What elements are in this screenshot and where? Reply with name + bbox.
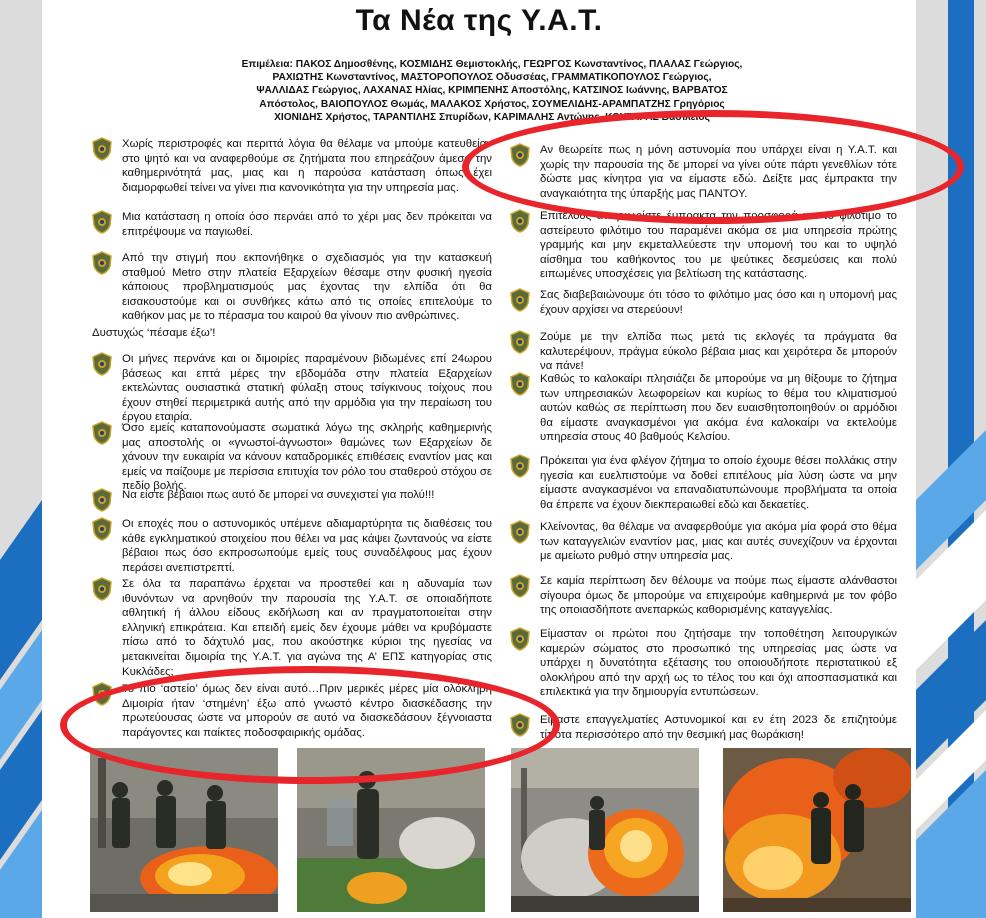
paragraph bbox=[510, 209, 897, 282]
credits-line: ΨΑΛΛΙΔΑΣ Γεώργιος, ΛΑΧΑΝΑΣ Ηλίας, ΚΡΙΜΠΕΝΗΣ Αποστόλης, ΚΑΤΣΙΝΟΣ Ιωάννης, ΒΑΡΒΑΤΟΣ bbox=[256, 85, 728, 97]
editorial-credits bbox=[222, 58, 762, 124]
police-badge-icon bbox=[92, 421, 112, 445]
riot-police-fire-photo-3 bbox=[511, 748, 699, 912]
paragraph bbox=[510, 372, 897, 445]
paragraph bbox=[510, 288, 897, 317]
police-badge-icon bbox=[510, 143, 530, 167]
police-badge-icon bbox=[510, 372, 530, 396]
credits-line: ΧΙΟΝΙΔΗΣ Χρήστος, ΤΑΡΑΝΤΙΛΗΣ Σπυρίδων, ΚΑΡΙΜΑΛΗΣ Αντώνης, ΚΟΥΤΑΡΑΣ Βασίλειος bbox=[274, 111, 710, 123]
paragraph bbox=[92, 577, 492, 679]
police-badge-icon bbox=[510, 520, 530, 544]
riot-police-fire-photo-2 bbox=[297, 748, 485, 912]
right-decorative-stripes bbox=[916, 0, 986, 918]
police-badge-icon bbox=[510, 627, 530, 651]
police-badge-icon bbox=[510, 454, 530, 478]
paragraph-text: Σε καμία περίπτωση δεν θέλουμε να πούμε πως είμαστε αλάνθαστοι σίγουρα όμως δε μπορούμε να επιχειρούμε καθημερινά με τον φόβο της οποιασδήποτε ανεπαρκώς καθορισμένης καταγγελίας. bbox=[540, 575, 897, 617]
paragraph-text: Χωρίς περιστροφές και περιττά λόγια θα θέλαμε να μπούμε κατευθείαν στο ψητό και να αναφερθούμε σε ζητήματα που επηρεάζουν άμεσα την καθημερινότητά μας, μιας και η παρούσα κατάσταση όπως έχει διαμορφωθεί τείνει να γίνει πια κανονικότητα για την υπηρεσία μας. bbox=[122, 138, 492, 194]
paragraph-text: Επιτέλους αναγνωρίστε έμπρακτα την προσφορά και το φιλότιμο το αστείρευτο φιλότιμο του παραμένει ακόμα σε μια υπηρεσία πρώτης γραμμής και μην εκμεταλλεύεστε την υπομονή του και το υψηλό αίσθημα του καθήκοντος του με ψεύτικες δεσμεύσεις και πολύ ειπωμένες υποσχέσεις για βελτίωση της κατάστασης. bbox=[540, 210, 897, 281]
paragraph-text: Από την στιγμή που εκπονήθηκε ο σχεδιασμός για την κατασκευή σταθμού Metro στην πλατεία Εξαρχείων θέσαμε στην φυσική ηγεσία κάποιους προβληματισμούς μας έχοντας την ελπίδα ότι θα εισακουστούμε και οι συνθήκες κάτω από τις οποίες επιτελούμε το καθήκον μας με το πέρασμα του καιρού θα γίνουν πιο ανθρώπινες. bbox=[122, 252, 492, 323]
police-badge-icon bbox=[92, 352, 112, 376]
paragraph bbox=[92, 352, 492, 425]
paragraph-text: Οι εποχές που ο αστυνομικός υπέμενε αδιαμαρτύρητα τις διαθέσεις του κάθε εγκληματικού στοιχείου που θέλει να μας κάψει ζωντανούς να είστε βέβαιοι πως όσο εκπροσωπούμε εμείς τους συναδέλφους μας έχουν περάσει ανεπιστρεπτί. bbox=[122, 518, 492, 574]
police-badge-icon bbox=[510, 713, 530, 737]
paragraph bbox=[510, 627, 897, 700]
paragraph bbox=[92, 137, 492, 195]
riot-police-fire-photo-4 bbox=[723, 748, 911, 912]
police-badge-icon bbox=[92, 577, 112, 601]
paragraph-text: Όσο εμείς καταπονούμαστε σωματικά λόγω της σκληρής καθημερινής μας αποστολής οι «γνωστοί-άγνωστοι» θαμώνες των Εξαρχείων δε χάνουν την ευκαιρία να κάνουν καταδρομικές επιθέσεις εναντίον μας και εμείς να παίζουμε με περίσσια επιτυχία τον ρόλο του σταθερού στόχου σε πεδίο βολής. bbox=[122, 422, 492, 493]
paragraph bbox=[92, 210, 492, 239]
police-badge-icon bbox=[92, 210, 112, 234]
paragraph-text: Σας διαβεβαιώνουμε ότι τόσο το φιλότιμο μας όσο και η υπομονή μας έχουν αρχίσει να στερεύουν! bbox=[540, 289, 897, 316]
paragraph-text: Είμασταν οι πρώτοι που ζητήσαμε την τοποθέτηση λειτουργικών καμερών σώματος στο προσωπικό της υπηρεσίας μας ώστε να υπάρχει η δυνατότητα εξέτασης του οποιουδήποτε περιστατικού εξ ολοκλήρου από την αρχή ως το τέλος του και όχι αποσπασματικά και επιλεκτικά για την δημιουργία εντυπώσεων. bbox=[540, 628, 897, 699]
police-badge-icon bbox=[510, 574, 530, 598]
police-badge-icon bbox=[510, 330, 530, 354]
police-badge-icon bbox=[92, 251, 112, 275]
paragraph-text: Να είστε βέβαιοι πως αυτό δε μπορεί να συνεχιστεί για πολύ!!! bbox=[122, 489, 435, 501]
paragraph bbox=[92, 421, 492, 494]
paragraph-text: Ζούμε με την ελπίδα πως μετά τις εκλογές τα πράγματα θα καλυτερέψουν, πράγμα εύκολο βέβαια μιας και χειρότερα δε μπορούν να πάνε! bbox=[540, 331, 897, 373]
paragraph-text: Δυστυχώς ‘πέσαμε έξω’! bbox=[92, 327, 216, 339]
credits-line: Επιμέλεια: ΠΑΚΟΣ Δημοσθένης, ΚΟΣΜΙΔΗΣ Θεμιστοκλής, ΓΕΩΡΓΟΣ Κωνσταντίνος, ΠΛΑΛΑΣ Γεώργιος, bbox=[241, 59, 743, 70]
paragraph bbox=[510, 143, 897, 201]
police-badge-icon bbox=[92, 517, 112, 541]
paragraph bbox=[92, 251, 492, 324]
police-badge-icon bbox=[92, 682, 112, 706]
paragraph bbox=[510, 574, 897, 618]
paragraph-text: Είμαστε επαγγελματίες Αστυνομικοί και εν έτη 2023 δε επιζητούμε τίποτα περισσότερο από την θεσμική μας θωράκιση! bbox=[540, 714, 897, 741]
riot-police-fire-photo-1 bbox=[90, 748, 278, 912]
paragraph bbox=[92, 326, 492, 341]
paragraph-text: Μια κατάσταση η οποία όσο περνάει από το χέρι μας δεν πρόκειται να επιτρέψουμε να παγιωθεί. bbox=[122, 211, 492, 238]
paragraph bbox=[510, 330, 897, 374]
paragraph bbox=[510, 454, 897, 512]
newsletter-page bbox=[42, 0, 916, 918]
paragraph bbox=[510, 520, 897, 564]
paragraph-text: Το πιο ‘αστείο’ όμως δεν είναι αυτό…Πριν μερικές μέρες μία ολόκληρη Διμοιρία ήταν ‘στημένη’ έξω από γνωστό κέντρο διασκέδασης την πρωτεύουσας ώστε να μπορούν σε αυτό να διασκεδάσουν ξέγνοιαστα παράγοντες και παίκτες ποδοσφαιρικής ομάδας. bbox=[122, 683, 492, 739]
credits-line: ΡΑΧΙΩΤΗΣ Κωνσταντίνος, ΜΑΣΤΟΡΟΠΟΥΛΟΣ Οδυσσέας, ΓΡΑΜΜΑΤΙΚΟΠΟΥΛΟΣ Γεώργιος, bbox=[272, 72, 712, 84]
paragraph-text: Οι μήνες περνάνε και οι διμοιρίες παραμένουν βιδωμένες επί 24ωρου βάσεως και επτά μέρες την εβδομάδα στην πλατεία Εξαρχείων εκτελώντας ουσιαστικά στατική φύλαξη στους τσίγκινους τοίχους που έχουν στηθεί περιμετρικά αυτής από την αρμόδια για την περαίωση του έργου εταιρία. bbox=[122, 353, 492, 424]
police-badge-icon bbox=[92, 137, 112, 161]
police-badge-icon bbox=[510, 288, 530, 312]
paragraph bbox=[92, 488, 492, 512]
police-badge-icon bbox=[510, 209, 530, 233]
paragraph-text: Κλείνοντας, θα θέλαμε να αναφερθούμε για ακόμα μία φορά στο θέμα των καταγγελιών εναντίον μας, μιας και αυτές συνεχίζουν να έρχονται με αμείωτο ρυθμό στην υπηρεσία μας. bbox=[540, 521, 897, 563]
paragraph bbox=[510, 713, 897, 742]
photo-strip bbox=[90, 748, 897, 912]
credits-line: Απόστολος, ΒΑΙΟΠΟΥΛΟΣ Θωμάς, ΜΑΛΑΚΟΣ Χρήστος, ΣΟΥΜΕΛΙΔΗΣ-ΑΡΑΜΠΑΤΖΗΣ Γρηγόριος bbox=[259, 98, 725, 110]
paragraph-text: Πρόκειται για ένα φλέγον ζήτημα το οποίο έχουμε θέσει πολλάκις στην ηγεσία και ευελπιστούμε να δοθεί επιτέλους μία λύση ώστε να μην είμαστε αναγκασμένοι να επαναδιατυπώνουμε προβλήματα τα οποία θα έπρεπε να έχουν διεκπεραιωθεί εδώ και δεκαετίες. bbox=[540, 455, 897, 511]
paragraph bbox=[92, 682, 492, 740]
page-title: Τα Νέα της Υ.Α.Τ. bbox=[355, 4, 603, 37]
paragraph-text: Αν θεωρείτε πως η μόνη αστυνομία που υπάρχει είναι η Υ.Α.Τ. και χωρίς την παρουσία της δε μπορεί να γίνει ούτε πάρτι γενεθλίων τότε δώστε μας κίνητρα για να είμαστε εδώ. Δείξτε μας έμπρακτα την αναγκαιότητα της ύπαρξής μας ΠΑΝΤΟΥ. bbox=[540, 144, 897, 200]
paragraph-text: Σε όλα τα παραπάνω έρχεται να προστεθεί και η αδυναμία των ιθυνόντων να αρνηθούν την παρουσία της Υ.Α.Τ. σε οποιαδήποτε αθλητική ή άλλου είδους εκδήλωση και αν πραγματοποιείται στην ελληνική επικράτεια. Και επειδή εμείς δεν έχουμε μάθει να κρυβόμαστε πίσω από το δάχτυλό μας, που ακούστηκε κύριοι της ηγεσίας να μετακινείται διμοιρία της Υ.Α.Τ. για αγώνα της Α’ ΕΠΣ κατηγορίας στις Κυκλάδες; bbox=[122, 578, 492, 678]
paragraph-text: Καθώς το καλοκαίρι πλησιάζει δε μπορούμε να μη θίξουμε το ζήτημα των υπηρεσιακών λεωφορείων και κυρίως το θέμα του κλιματισμού αυτών καθώς σε περίπτωση που δεν ευαισθητοποιηθούν οι αρμόδιοι θα είμαστε αναγκασμένοι για ακόμα ένα καλοκαίρι να εκτελούμε υπηρεσία στους 40 βαθμούς Κελσίου. bbox=[540, 373, 897, 444]
police-badge-icon bbox=[92, 488, 112, 512]
left-decorative-stripes bbox=[0, 0, 42, 918]
paragraph bbox=[92, 517, 492, 575]
